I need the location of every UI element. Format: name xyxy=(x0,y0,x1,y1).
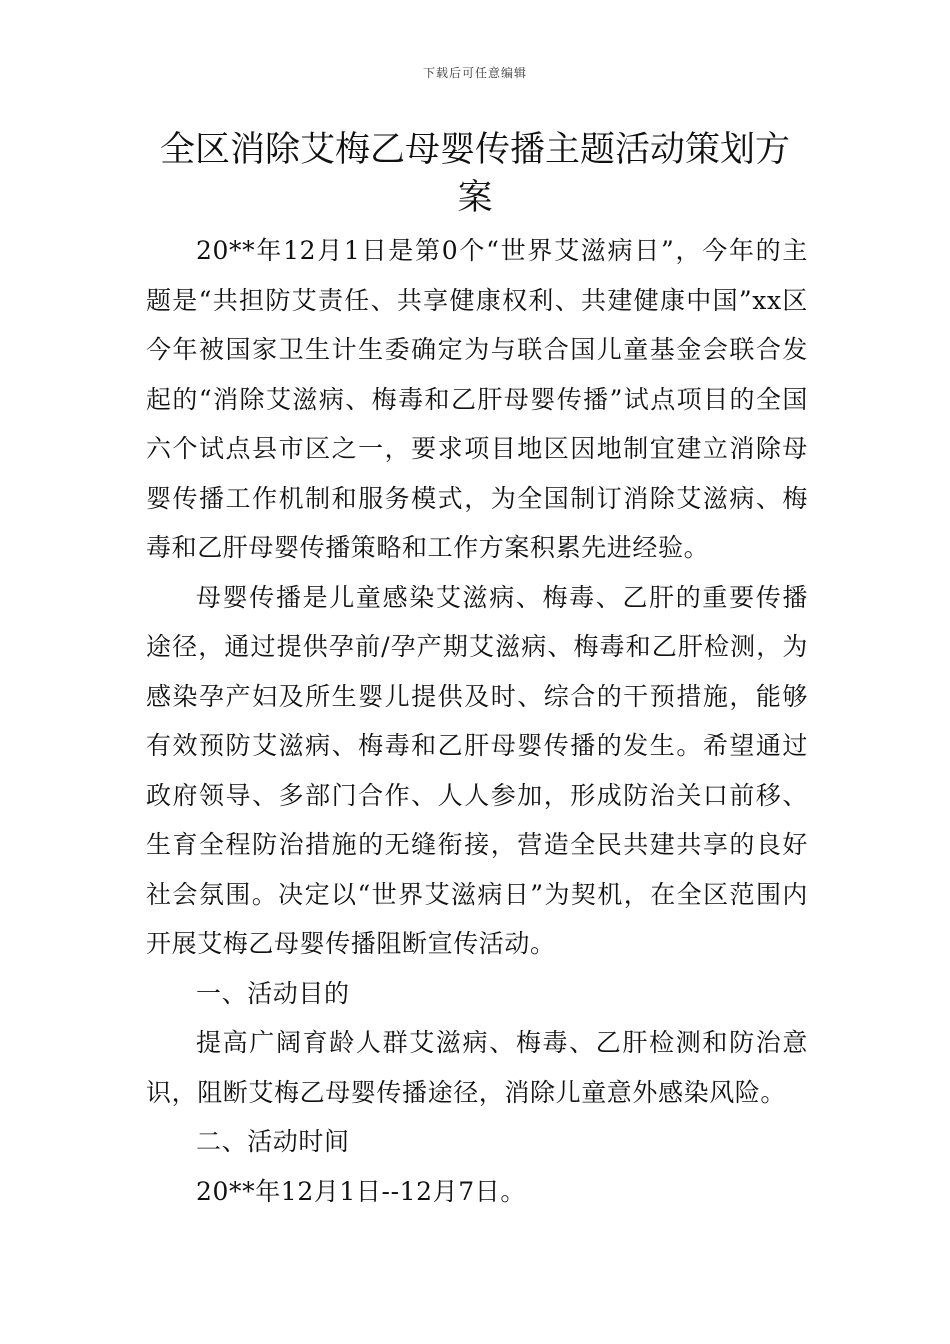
paragraph-background: 母婴传播是儿童感染艾滋病、梅毒、乙肝的重要传播途径，通过提供孕前/孕产期艾滋病、梅毒和乙肝检测，为感染孕产妇及所生婴儿提供及时、综合的干预措施，能够有效预防艾滋病、梅毒和乙肝母婴传播的发生。希望通过政府领导、多部门合作、人人参加，形成防治关口前移、生育全程防治措施的无缝衔接，营造全民共建共享的良好社会氛围。决定以“世界艾滋病日”为契机，在全区范围内开展艾梅乙母婴传播阻断宣传活动。 xyxy=(146,582,808,958)
paragraph-intro: 20**年12月1日是第0个“世界艾滋病日”，今年的主题是“共担防艾责任、共享健康权利、共建健康中国”xx区今年被国家卫生计生委确定为与联合国儿童基金会联合发起的“消除艾滋病、梅毒和乙肝母婴传播”试点项目的全国六个试点县市区之一，要求项目地区因地制宜建立消除母婴传播工作机制和服务模式，为全国制订消除艾滋病、梅毒和乙肝母婴传播策略和工作方案积累先进经验。 xyxy=(146,236,808,562)
document-body xyxy=(146,226,808,1216)
section-heading-time: 二、活动时间 xyxy=(196,1127,350,1156)
paragraph-purpose: 提高广阔育龄人群艾滋病、梅毒、乙肝检测和防治意识，阻断艾梅乙母婴传播途径，消除儿童意外感染风险。 xyxy=(146,1028,808,1107)
document-title: 全区消除艾梅乙母婴传播主题活动策划方案 xyxy=(159,130,790,218)
paragraph-time: 20**年12月1日--12月7日。 xyxy=(196,1176,526,1206)
header-note: 下载后可任意编辑 xyxy=(422,66,527,80)
section-heading-purpose: 一、活动目的 xyxy=(196,978,350,1008)
